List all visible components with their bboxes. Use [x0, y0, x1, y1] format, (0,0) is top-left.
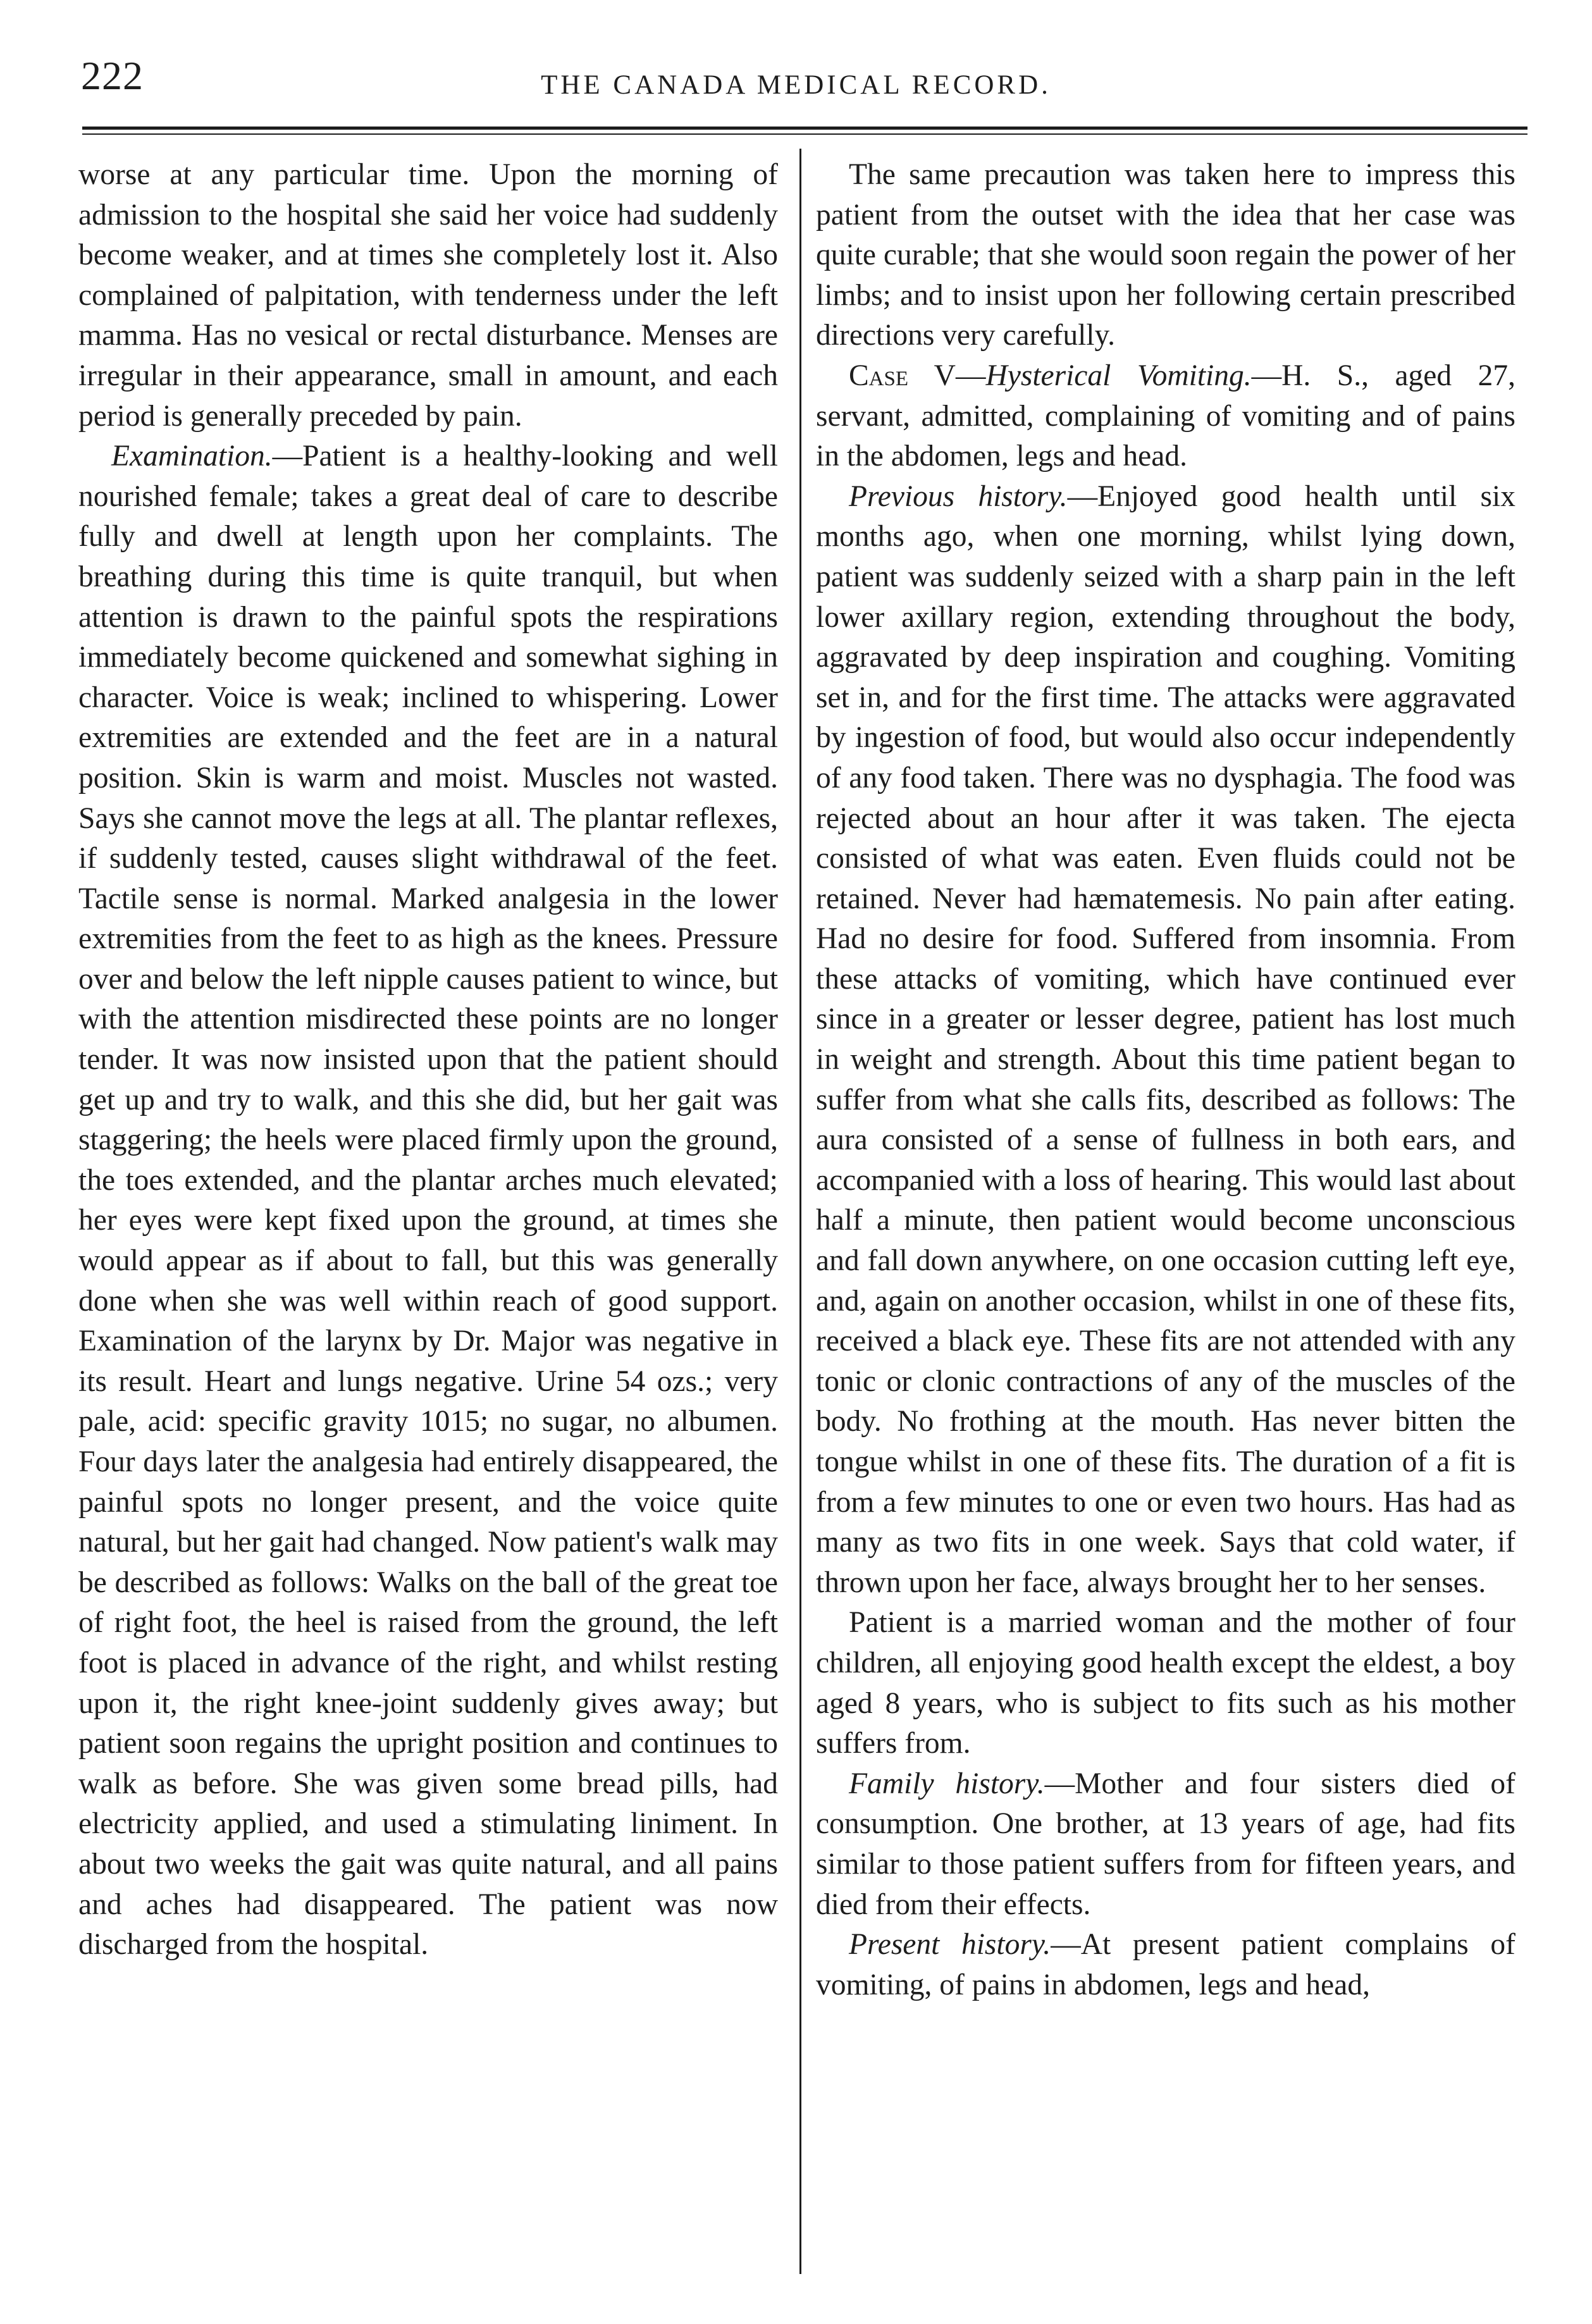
right-column — [816, 155, 1515, 2005]
present-history-heading: Present history. — [849, 1928, 1051, 1962]
case-title: Hysterical Vomiting. — [985, 359, 1252, 392]
present-history-paragraph — [816, 1925, 1515, 2005]
case-dash: — — [955, 359, 986, 392]
page-header — [0, 0, 1592, 127]
journal-title: THE CANADA MEDICAL RECORD. — [541, 70, 1051, 100]
family-history-paragraph — [816, 1764, 1515, 1925]
previous-history-paragraph — [816, 477, 1515, 1604]
present-history-text: —At present patient complains of vomiting, of pains in abdomen, legs and head, — [816, 1928, 1515, 2001]
examination-text: —Patient is a healthy-looking and well nourished female; takes a great deal of care to describe fully and dwell at length upon her complaints. The breathing during this time is quite tranquil, but when attention is drawn to the painful spots the respirations immediately become quickened and somewhat sighing in character. Voice is weak; inclined to whispering. Lower extremities are extended and the feet are in a natural position. Skin is warm and moist. Muscles not wasted. Says she cannot move the legs at all. The plantar reflexes, if suddenly tested, causes slight withdrawal of the feet. Tactile sense is normal. Marked analgesia in the lower extremities from the feet to as high as the knees. Pressure over and below the left nipple causes patient to wince, but with the attention misdirected these points are no longer tender. It was now insisted upon that the patient should get up and try to walk, and this she did, but her gait was staggering; the heels were placed firmly upon the ground, the toes extended, and the plantar arches much elevated; her eyes were kept fixed upon the ground, at times she would appear as if about to fall, but this was generally done when she was well within reach of good support. Examination of the larynx by Dr. Major was negative in its result. Heart and lungs negative. Urine 54 ozs.; very pale, acid: specific gravity 1015; no sugar, no albumen. Four days later the analgesia had entirely disappeared, the painful spots no longer present, and the voice quite natural, but her gait had changed. Now patient's walk may be described as follows: Walks on the ball of the great toe of right foot, the heel is raised from the ground, the left foot is placed in advance of the right, and whilst resting upon it, the right knee-joint suddenly gives away; but patient soon regains the upright position and continues to walk as before. She was given some bread pills, had electricity applied, and used a stimulating liniment. In about two weeks the gait was quite natural, and all pains and aches had disappeared. The patient was now discharged from the hospital. — [78, 440, 778, 1962]
previous-history-text: —Enjoyed good health until six months ago, when one morning, whilst lying down, patient was suddenly seized with a sharp pain in the left lower axillary region, extending throughout the body, aggravated by deep inspiration and coughing. Vomiting set in, and for the first time. The attacks were aggravated by ingestion of food, but would also occur independently of any food taken. There was no dysphagia. The food was rejected about an hour after it was taken. The ejecta consisted of what was eaten. Even fluids could not be retained. Never had hæmatemesis. No pain after eating. Had no desire for food. Suffered from insomnia. From these attacks of vomiting, which have continued ever since in a greater or lesser degree, patient has lost much in weight and strength. About this time patient began to suffer from what she calls fits, described as follows: The aura consisted of a sense of fullness in both ears, and accompanied with a loss of hearing. This would last about half a minute, then patient would become unconscious and fall down anywhere, on one occasion cutting left eye, and, again on another occasion, whilst in one of these fits, received a black eye. These fits are not attended with any tonic or clonic contractions of any of the muscles of the body. No frothing at the mouth. Has never bitten the tongue whilst in one of these fits. The duration of a fit is from a few minutes to one or even two hours. Has had as many as two fits in one week. Says that cold water, if thrown upon her face, always brought her to her senses. — [816, 479, 1515, 1599]
examination-paragraph — [78, 436, 778, 1965]
column-divider — [799, 149, 801, 2274]
case-text: —H. S., aged 27, servant, admitted, complaining of vomiting and of pains in the abdomen, legs and head. — [816, 359, 1515, 473]
previous-history-heading: Previous history. — [849, 479, 1068, 513]
examination-heading: Examination. — [111, 440, 273, 473]
family-history-heading: Family history. — [849, 1767, 1045, 1800]
precaution-paragraph: The same precaution was taken here to impress this patient from the outset with the idea that her case was quite curable; that she would soon regain the power of her limbs; and to insist upon her following certain prescribed directions very carefully. — [816, 158, 1515, 352]
case-v-paragraph — [816, 356, 1515, 477]
case-label: Case V — [849, 359, 956, 392]
header-rule-thick — [82, 127, 1527, 130]
family-history-text: —Mother and four sisters died of consumption. One brother, at 13 years of age, had fits similar to those patient suffers from for fifteen years, and died from their effects. — [816, 1767, 1516, 1921]
page-number: 222 — [81, 53, 144, 98]
left-paragraph-1: worse at any particular time. Upon the morning of admission to the hospital she said her voice had suddenly become weaker, and at times she completely lost it. Also complained of palpitation, with tenderness under the left mamma. Has no vesical or rectal disturbance. Menses are irregular in their appearance, small in amount, and each period is generally preceded by pain. — [78, 158, 778, 433]
married-paragraph: Patient is a married woman and the mother of four children, all enjoying good health except the eldest, a boy aged 8 years, who is subject to fits such as his mother suffers from. — [816, 1606, 1515, 1760]
left-column — [78, 155, 778, 1965]
header-rule-thin — [82, 133, 1527, 135]
